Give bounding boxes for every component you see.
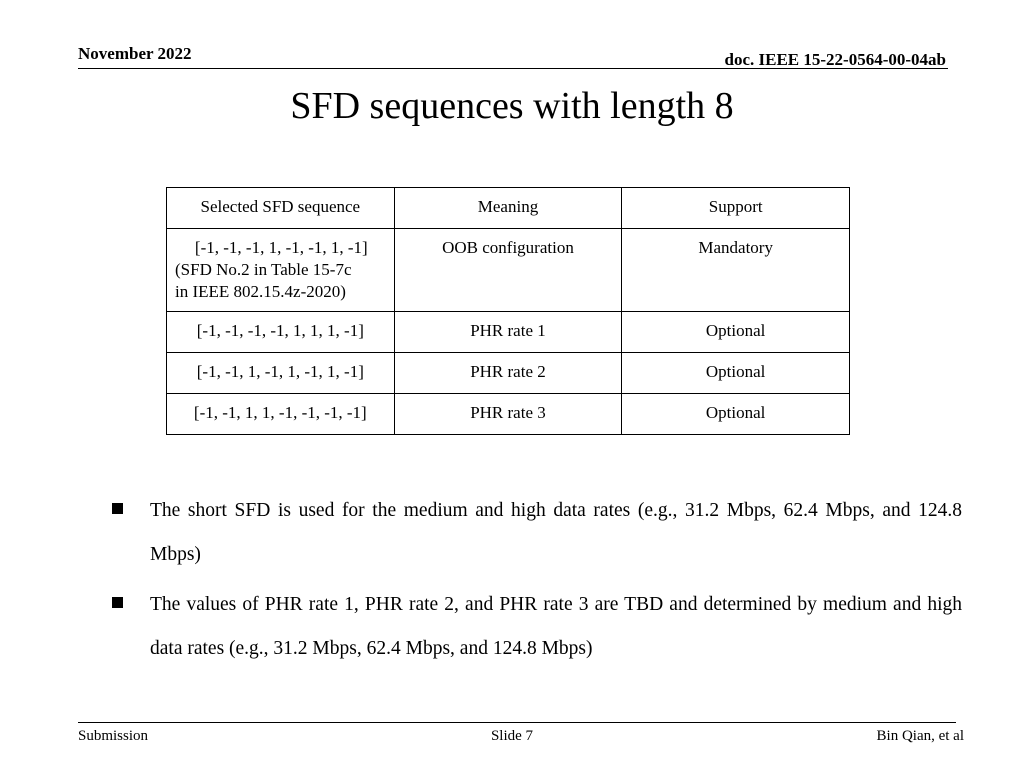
- sequence-cell: [167, 229, 395, 312]
- support-cell: Mandatory: [622, 229, 850, 312]
- support-cell: Optional: [622, 312, 850, 353]
- column-header-meaning: Meaning: [394, 188, 622, 229]
- slide-title: SFD sequences with length 8: [290, 85, 734, 127]
- sfd-table: [166, 187, 850, 435]
- bullet-item: [112, 489, 962, 577]
- column-header-support: Support: [622, 188, 850, 229]
- support-cell: Optional: [622, 394, 850, 435]
- square-bullet-icon: [112, 597, 123, 608]
- meaning-cell: PHR rate 2: [394, 353, 622, 394]
- header-divider: [78, 68, 948, 69]
- square-bullet-icon: [112, 503, 123, 514]
- table-row: [167, 229, 850, 312]
- sequence-cell: [-1, -1, 1, 1, -1, -1, -1, -1]: [167, 394, 395, 435]
- bullet-text: The short SFD is used for the medium and high data rates (e.g., 31.2 Mbps, 62.4 Mbps, and 124.8 Mbps): [150, 500, 962, 565]
- footer-author: Bin Qian, et al: [876, 728, 964, 744]
- footer-submission: Submission: [78, 728, 149, 744]
- bullet-text: The values of PHR rate 1, PHR rate 2, and PHR rate 3 are TBD and determined by medium and high data rates (e.g., 31.2 Mbps, 62.4 Mbps, and 124.8 Mbps): [150, 594, 962, 659]
- sequence-cell: [-1, -1, 1, -1, 1, -1, 1, -1]: [167, 353, 395, 394]
- meaning-cell: PHR rate 1: [394, 312, 622, 353]
- sequence-line: [-1, -1, -1, 1, -1, -1, 1, -1]: [194, 238, 368, 257]
- table-row: [167, 312, 850, 353]
- table-header-row: [167, 188, 850, 229]
- support-cell: Optional: [622, 353, 850, 394]
- bullet-list: [112, 489, 962, 677]
- footer-divider: [78, 722, 956, 723]
- header-doc-id: doc. IEEE 15-22-0564-00-04ab: [724, 50, 946, 69]
- sequence-line: in IEEE 802.15.4z-2020): [175, 282, 346, 301]
- column-header-sequence: Selected SFD sequence: [167, 188, 395, 229]
- sequence-cell: [-1, -1, -1, -1, 1, 1, 1, -1]: [167, 312, 395, 353]
- bullet-item: [112, 583, 962, 671]
- table-row: [167, 353, 850, 394]
- meaning-cell: PHR rate 3: [394, 394, 622, 435]
- meaning-cell: OOB configuration: [394, 229, 622, 312]
- footer-slide-number: Slide 7: [490, 728, 534, 744]
- header-date: November 2022: [78, 44, 192, 63]
- table-row: [167, 394, 850, 435]
- sequence-line: (SFD No.2 in Table 15-7c: [175, 260, 352, 279]
